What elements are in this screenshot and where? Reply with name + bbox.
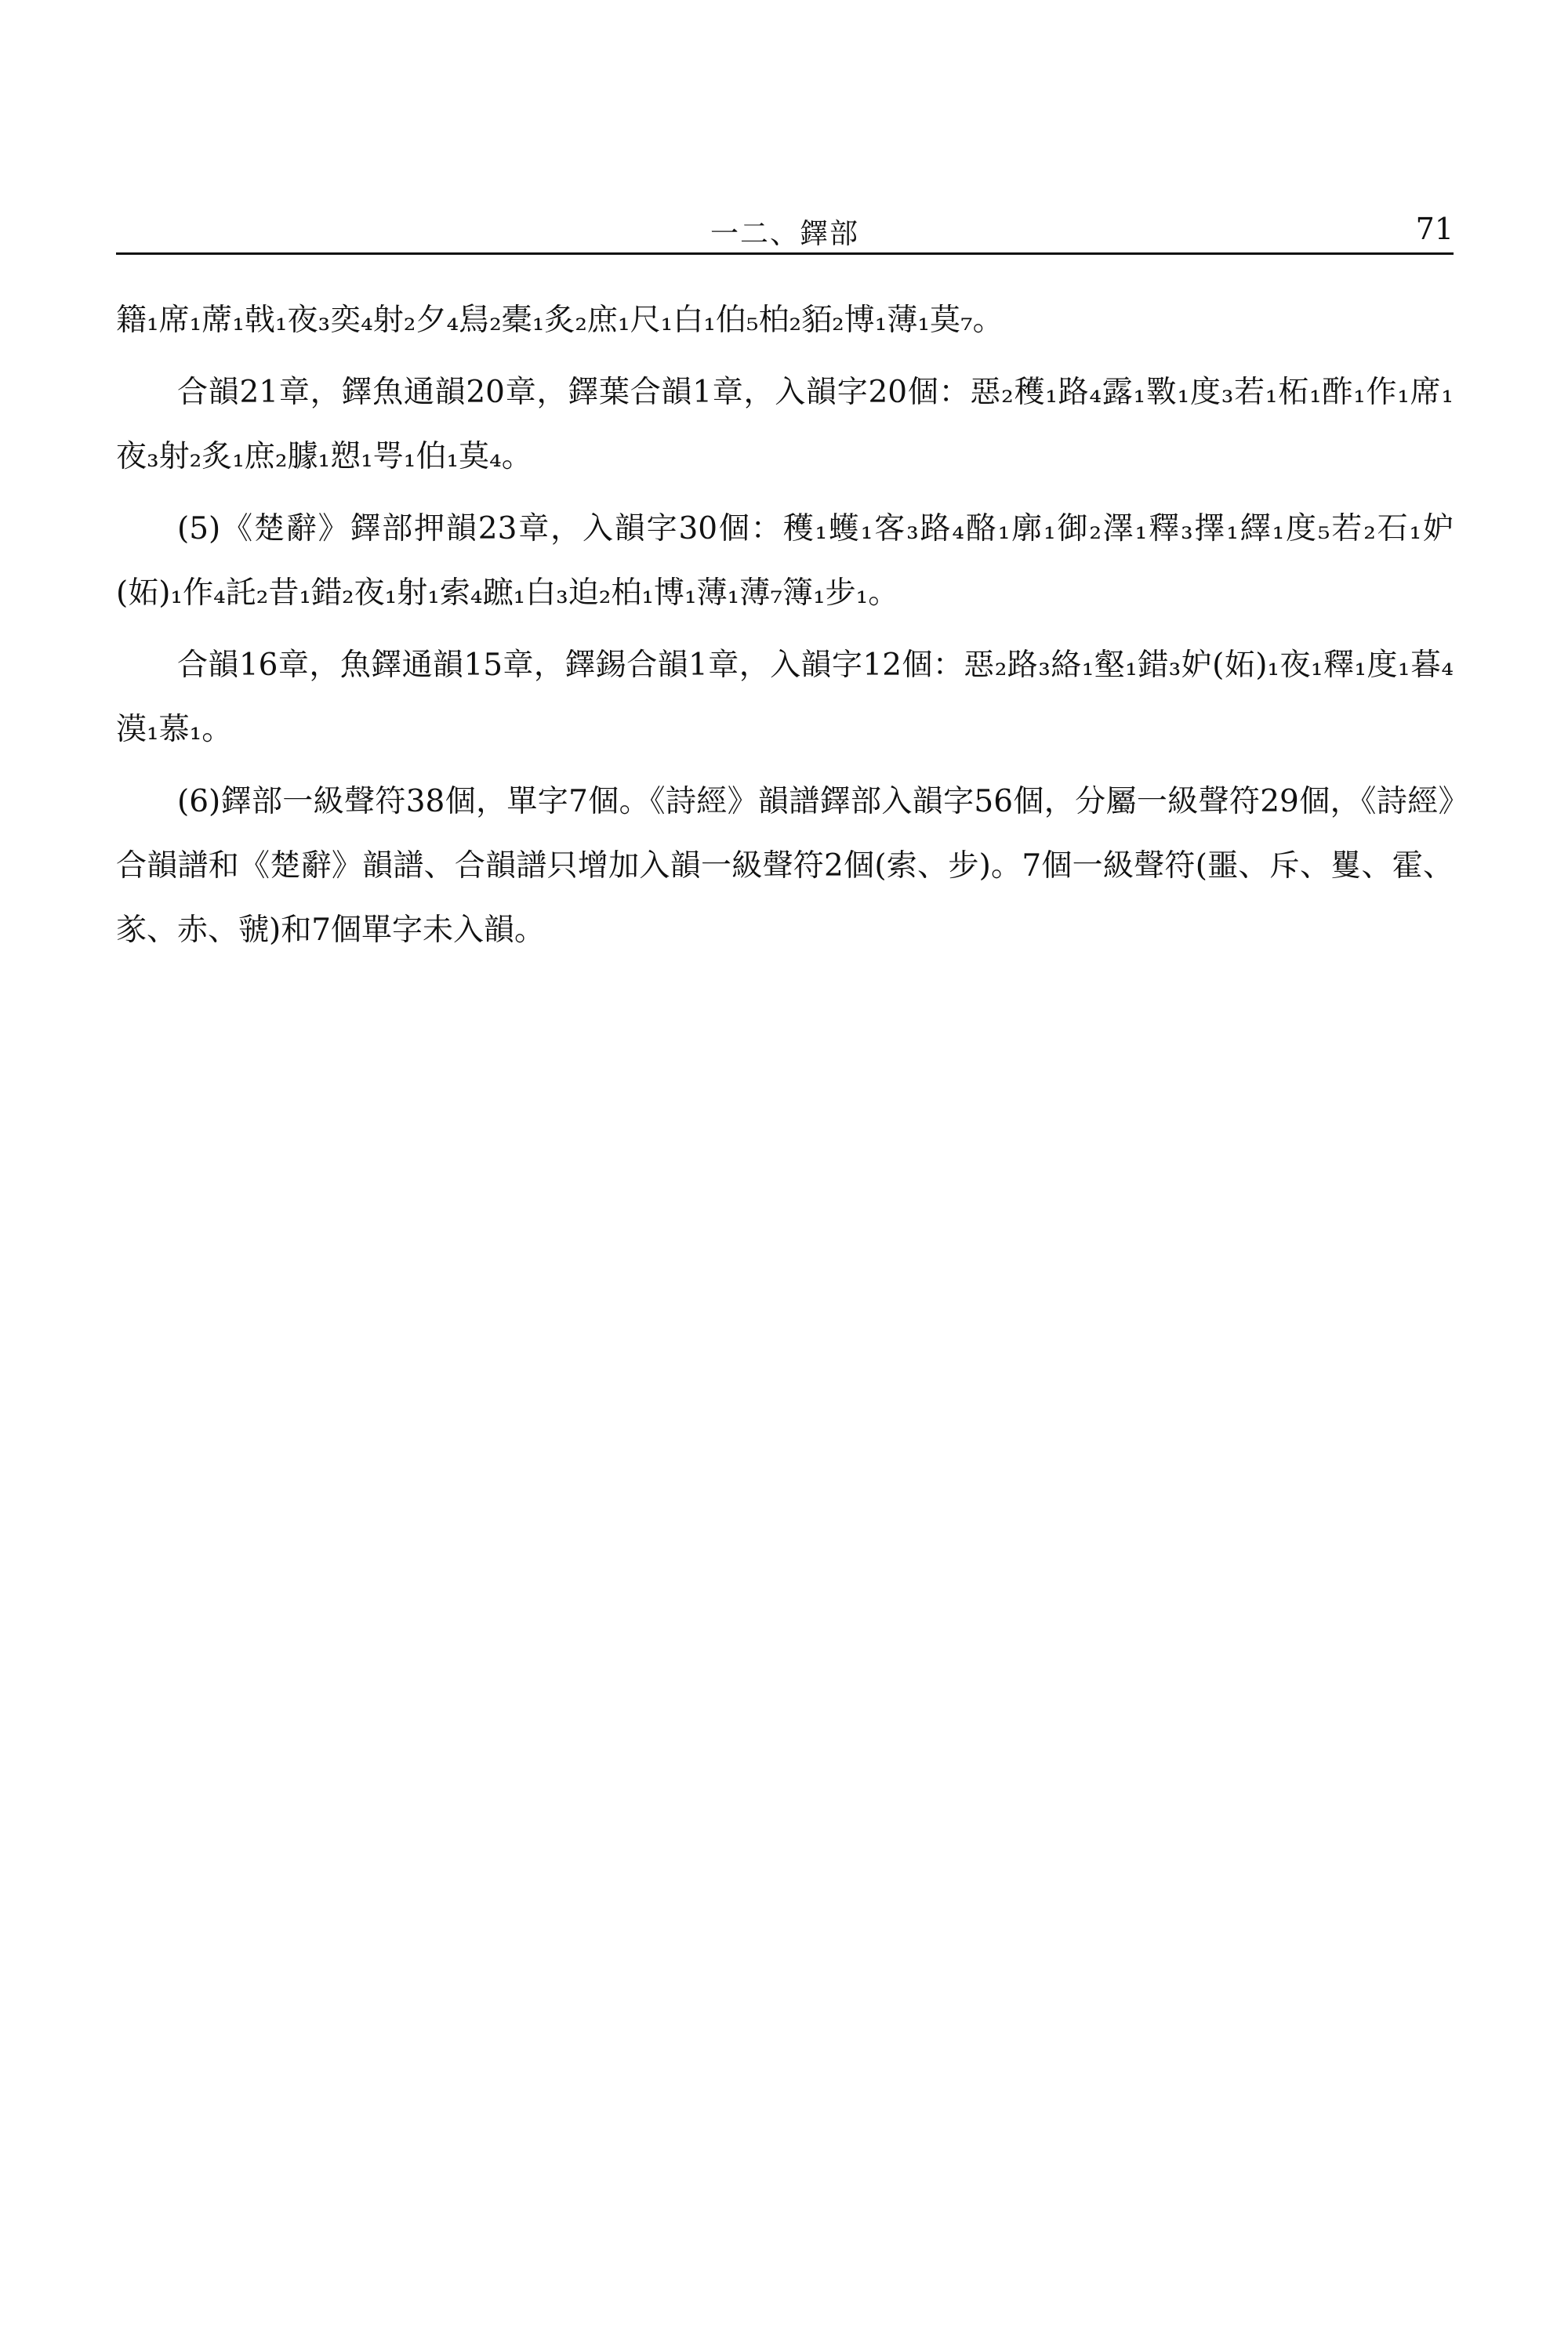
page-number: 71 <box>1415 212 1454 246</box>
running-header <box>116 205 1454 255</box>
paragraph-chuci-rhymes: (5)《楚辭》鐸部押韻23章，入韻字30個：穫₁蠖₁客₃路₄酪₁廓₁御₂澤₁釋₃擇₁繹₁度₅若₂石₁妒(妬)₁作₄託₂昔₁錯₂夜₁射₁索₄蹠₁白₃迫₂柏₁博₁薄₁薄₇簿₁步₁。 <box>116 511 1454 611</box>
section-title: 一二、鐸部 <box>710 218 859 250</box>
paragraph-continuation: 籍₁席₁蓆₁戟₁夜₃奕₄射₂夕₄舃₂橐₁炙₂庶₁尺₁白₁伯₅柏₂貊₂博₁薄₁莫₇。 <box>116 303 1004 338</box>
paragraph-shijing-hey-un: 合韻21章，鐸魚通韻20章，鐸葉合韻1章，入韻字20個：惡₂穫₁路₄露₁斁₁度₃若₁柘₁酢₁作₁席₁夜₃射₂炙₁庶₂臄₁愬₁咢₁伯₁莫₄。 <box>116 375 1454 474</box>
body-text <box>116 289 1454 971</box>
paragraph-phonetic-summary: (6)鐸部一級聲符38個，單字7個。《詩經》韻譜鐸部入韻字56個，分屬一級聲符29個，《詩經》合韻譜和《楚辭》韻譜、合韻譜只增加入韻一級聲符2個(索、步)。7個一級聲符(噩、斥、矍、霍、㒸、赤、虢)和7個單字未入韻。 <box>116 784 1454 948</box>
paragraph-chuci-hey-un: 合韻16章，魚鐸通韻15章，鐸錫合韻1章，入韻字12個：惡₂路₃絡₁壑₁錯₃妒(妬)₁夜₁釋₁度₁暮₄漠₁慕₁。 <box>116 648 1454 747</box>
